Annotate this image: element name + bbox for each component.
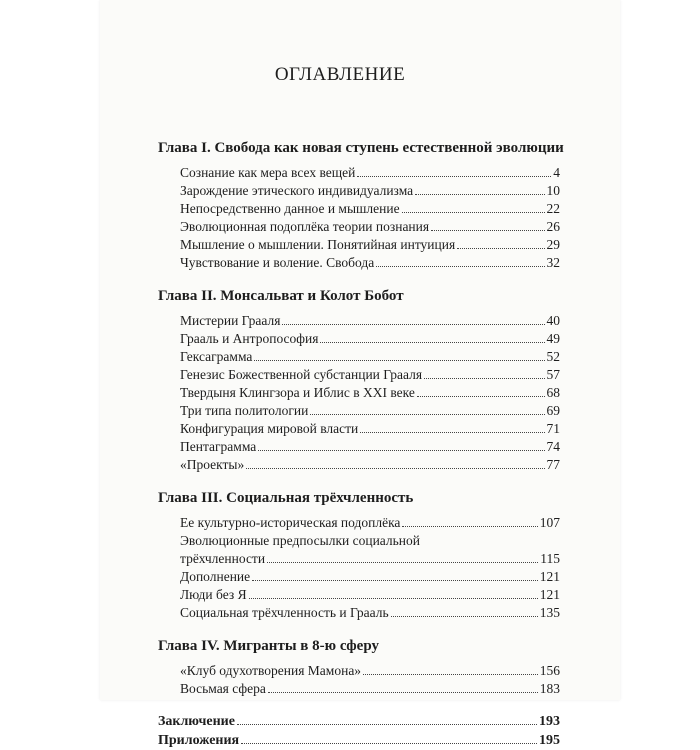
page-number: 121 <box>539 587 560 602</box>
table-of-contents <box>158 138 564 750</box>
page-number: 68 <box>546 385 560 400</box>
toc-entry <box>180 236 560 254</box>
entry-title-cont: трёхчленности <box>180 551 266 566</box>
page-number: 71 <box>546 421 560 436</box>
entry-title: Твердыня Клингзора и Иблис в XXI веке <box>180 385 415 400</box>
entry-title: Люди без Я <box>180 587 247 602</box>
toc-entry <box>180 402 560 420</box>
page-number: 32 <box>546 255 560 270</box>
dot-leader <box>424 378 544 379</box>
show-through-text <box>220 92 226 111</box>
entry-title: Гексаграмма <box>180 349 253 364</box>
entry-title: Восьмая сфера <box>180 681 266 696</box>
toc-entry <box>158 731 560 750</box>
toc-entry <box>180 438 560 456</box>
toc-entry <box>180 662 560 680</box>
dot-leader <box>363 674 538 675</box>
page-number: 156 <box>539 663 560 678</box>
chapter-heading: Глава II. Монсальват и Колот Бобот <box>158 288 404 304</box>
page-number: 195 <box>539 733 560 748</box>
dot-leader <box>391 616 538 617</box>
page-number: 52 <box>546 349 560 364</box>
dot-leader <box>282 324 544 325</box>
dot-leader <box>310 414 544 415</box>
entry-title: Три типа политологии <box>180 403 309 418</box>
chapter-entries <box>158 662 560 698</box>
toc-entry <box>180 680 560 698</box>
dot-leader <box>360 432 544 433</box>
chapter-heading: Глава I. Свобода как новая ступень естественной эволюции <box>158 140 564 156</box>
toc-entry <box>180 348 560 366</box>
toc-entry <box>180 164 560 182</box>
chapter-section <box>158 138 564 272</box>
page-number: 77 <box>546 457 560 472</box>
entry-title: Ее культурно-историческая подоплёка <box>180 515 401 530</box>
dot-leader <box>252 580 538 581</box>
entry-title: «Проекты» <box>180 457 245 472</box>
entry-title: Мистерии Грааля <box>180 313 281 328</box>
entry-title: Грааль и Антропософия <box>180 331 319 346</box>
dot-leader <box>402 212 545 213</box>
toc-entry <box>180 532 560 568</box>
entry-title: Эволюционная подоплёка теории познания <box>180 219 430 234</box>
dot-leader <box>237 724 537 725</box>
toc-entry <box>180 366 560 384</box>
entry-title: Социальная трёхчленность и Грааль <box>180 605 389 620</box>
toc-entry <box>180 312 560 330</box>
page-number: 49 <box>546 331 560 346</box>
entry-title: Эволюционные предпосылки социальной <box>180 533 420 548</box>
toc-entry <box>180 586 560 604</box>
toc-entry <box>180 384 560 402</box>
entry-title: Сознание как мера всех вещей <box>180 165 356 180</box>
page-number: 69 <box>546 403 560 418</box>
dot-leader <box>268 692 538 693</box>
chapter-heading: Глава IV. Мигранты в 8-ю сферу <box>158 638 379 654</box>
toc-entry <box>180 420 560 438</box>
toc-entry <box>180 254 560 272</box>
dot-leader <box>267 562 538 563</box>
page-number: 135 <box>539 605 560 620</box>
page-number: 26 <box>546 219 560 234</box>
dot-leader <box>241 743 537 744</box>
entry-title: Непосредственно данное и мышление <box>180 201 400 216</box>
entry-title: Конфигурация мировой власти <box>180 421 359 436</box>
toc-entry <box>180 330 560 348</box>
chapter-entries <box>158 164 560 272</box>
chapter-entries <box>158 514 560 622</box>
dot-leader <box>246 468 544 469</box>
toc-entry <box>180 514 560 532</box>
entry-continuation <box>180 550 560 568</box>
page-number: 115 <box>540 551 560 566</box>
chapter-section <box>158 286 560 474</box>
page-number: 183 <box>539 681 560 696</box>
dot-leader <box>320 342 544 343</box>
dot-leader <box>415 194 544 195</box>
page-number: 29 <box>546 237 560 252</box>
entry-title: Пентаграмма <box>180 439 257 454</box>
dot-leader <box>457 248 544 249</box>
back-matter <box>158 712 560 750</box>
toc-entry <box>158 712 560 731</box>
entry-title: «Клуб одухотворения Мамона» <box>180 663 362 678</box>
page-number: 74 <box>546 439 560 454</box>
chapter-section <box>158 636 560 698</box>
chapter-heading: Глава III. Социальная трёхчленность <box>158 490 414 506</box>
toc-entry <box>180 218 560 236</box>
entry-title: Чувствование и воление. Свобода <box>180 255 375 270</box>
entry-title: Дополнение <box>180 569 251 584</box>
toc-entry <box>180 200 560 218</box>
page-number: 40 <box>546 313 560 328</box>
page-number: 22 <box>546 201 560 216</box>
page-number: 10 <box>546 183 560 198</box>
page-number: 4 <box>553 165 560 180</box>
toc-entry <box>180 456 560 474</box>
entry-title: Заключение <box>158 714 235 729</box>
page-number: 107 <box>539 515 560 530</box>
chapter-section <box>158 488 560 622</box>
entry-title: Зарождение этического индивидуализма <box>180 183 414 198</box>
chapter-entries <box>158 312 560 474</box>
page-number: 193 <box>539 714 560 729</box>
book-page <box>100 0 620 748</box>
dot-leader <box>376 266 544 267</box>
dot-leader <box>258 450 544 451</box>
entry-title: Генезис Божественной субстанции Грааля <box>180 367 423 382</box>
dot-leader <box>254 360 544 361</box>
toc-entry <box>180 604 560 622</box>
dot-leader <box>357 176 551 177</box>
dot-leader <box>417 396 545 397</box>
dot-leader <box>249 598 538 599</box>
toc-title: ОГЛАВЛЕНИЕ <box>274 64 406 85</box>
entry-title: Мышление о мышлении. Понятийная интуиция <box>180 237 456 252</box>
dot-leader <box>402 526 537 527</box>
toc-entry <box>180 182 560 200</box>
dot-leader <box>431 230 544 231</box>
entry-title: Приложения <box>158 733 240 748</box>
toc-entry <box>180 568 560 586</box>
page-number: 57 <box>546 367 560 382</box>
page-number: 121 <box>539 569 560 584</box>
